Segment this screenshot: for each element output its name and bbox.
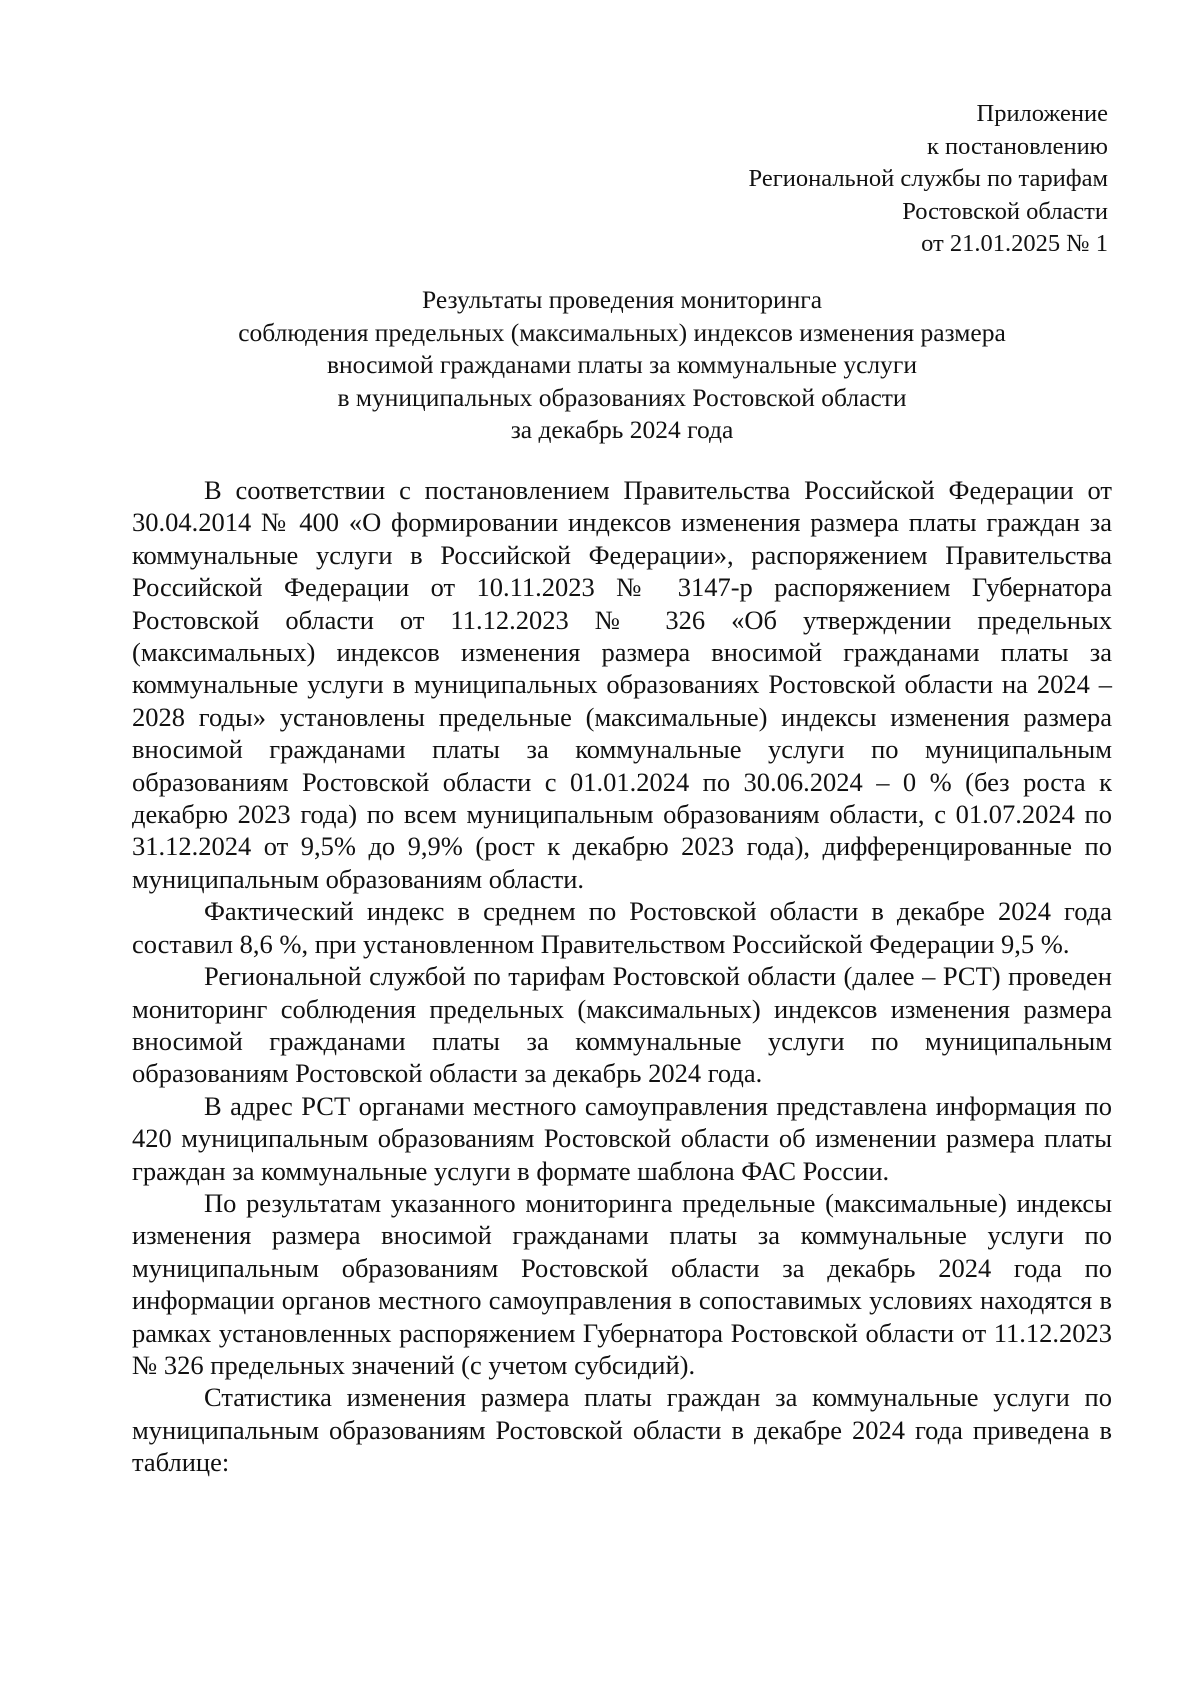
document-title [132, 284, 1112, 447]
title-line: Результаты проведения мониторинга [421, 285, 823, 314]
appendix-line: к постановлению [927, 132, 1108, 160]
appendix-line: Региональной службы по тарифам [748, 165, 1108, 192]
body-paragraph: Фактический индекс в среднем по Ростовской области в декабре 2024 года составил 8,6 %, при установленном Правительством Российской Федерации 9,5 %. [132, 896, 1112, 959]
body-paragraph: Статистика изменения размера платы граждан за коммунальные услуги по муниципальным образованиям Ростовской области в декабре 2024 года приведена в таблице: [132, 1382, 1112, 1478]
title-line: в муниципальных образованиях Ростовской области [337, 382, 907, 412]
appendix-line: Ростовской области [902, 197, 1108, 225]
body-paragraph: В адрес РСТ органами местного самоуправления представлена информация по 420 муниципальным образованиям Ростовской области об изменении размера платы граждан за коммунальные услуги в формате шаблона ФАС России. [132, 1090, 1112, 1186]
appendix-header [749, 98, 1108, 261]
title-line: вносимой гражданами платы за коммунальные услуги [327, 350, 917, 379]
body-paragraph: По результатам указанного мониторинга предельные (максимальные) индексы изменения размера вносимой гражданами платы за коммунальные услуги по муниципальным образованиям Ростовской области за декабрь 2024 года по информации органов местного самоуправления в сопоставимых условиях находятся в рамках установленных распоряжением Губернатора Ростовской области от 11.12.2023 № 326 предельных значений (с учетом субсидий). [132, 1187, 1112, 1380]
body-paragraph: Региональной службой по тарифам Ростовской области (далее – РСТ) проведен мониторинг соблюдения предельных (максимальных) индексов изменения размера вносимой гражданами платы за коммунальные услуги по муниципальным образованиям Ростовской области за декабрь 2024 года. [132, 961, 1112, 1089]
body-paragraph: В соответствии с постановлением Правительства Российской Федерации от 30.04.2014 № 400 «О формировании индексов изменения размера платы граждан за коммунальные услуги в Российской Федерации», распоряжением Правительства Российской Федерации от 10.11.2023 № 3147-р распоряжением Губернатора Ростовской области от 11.12.2023 № 326 «Об утверждении предельных (максимальных) индексов изменения размера вносимой гражданами платы за коммунальные услуги в муниципальных образованиях Ростовской области на 2024 – 2028 годы» установлены предельные (максимальные) индексы изменения размера вносимой гражданами платы за коммунальные услуги по муниципальным образованиям Ростовской области с 01.01.2024 по 30.06.2024 – 0 % (без роста к декабрю 2023 года) по всем муниципальным образованиям области, с 01.07.2024 по 31.12.2024 от 9,5% до 9,9% (рост к декабрю 2023 года), дифференцированные по муниципальным образованиям области. [132, 475, 1112, 894]
appendix-date-number: от 21.01.2025 № 1 [921, 230, 1108, 257]
appendix-line: Приложение [976, 100, 1108, 127]
title-line: за декабрь 2024 года [510, 415, 734, 444]
title-line: соблюдения предельных (максимальных) индексов изменения размера [238, 317, 1006, 347]
document-body [132, 474, 1112, 1479]
